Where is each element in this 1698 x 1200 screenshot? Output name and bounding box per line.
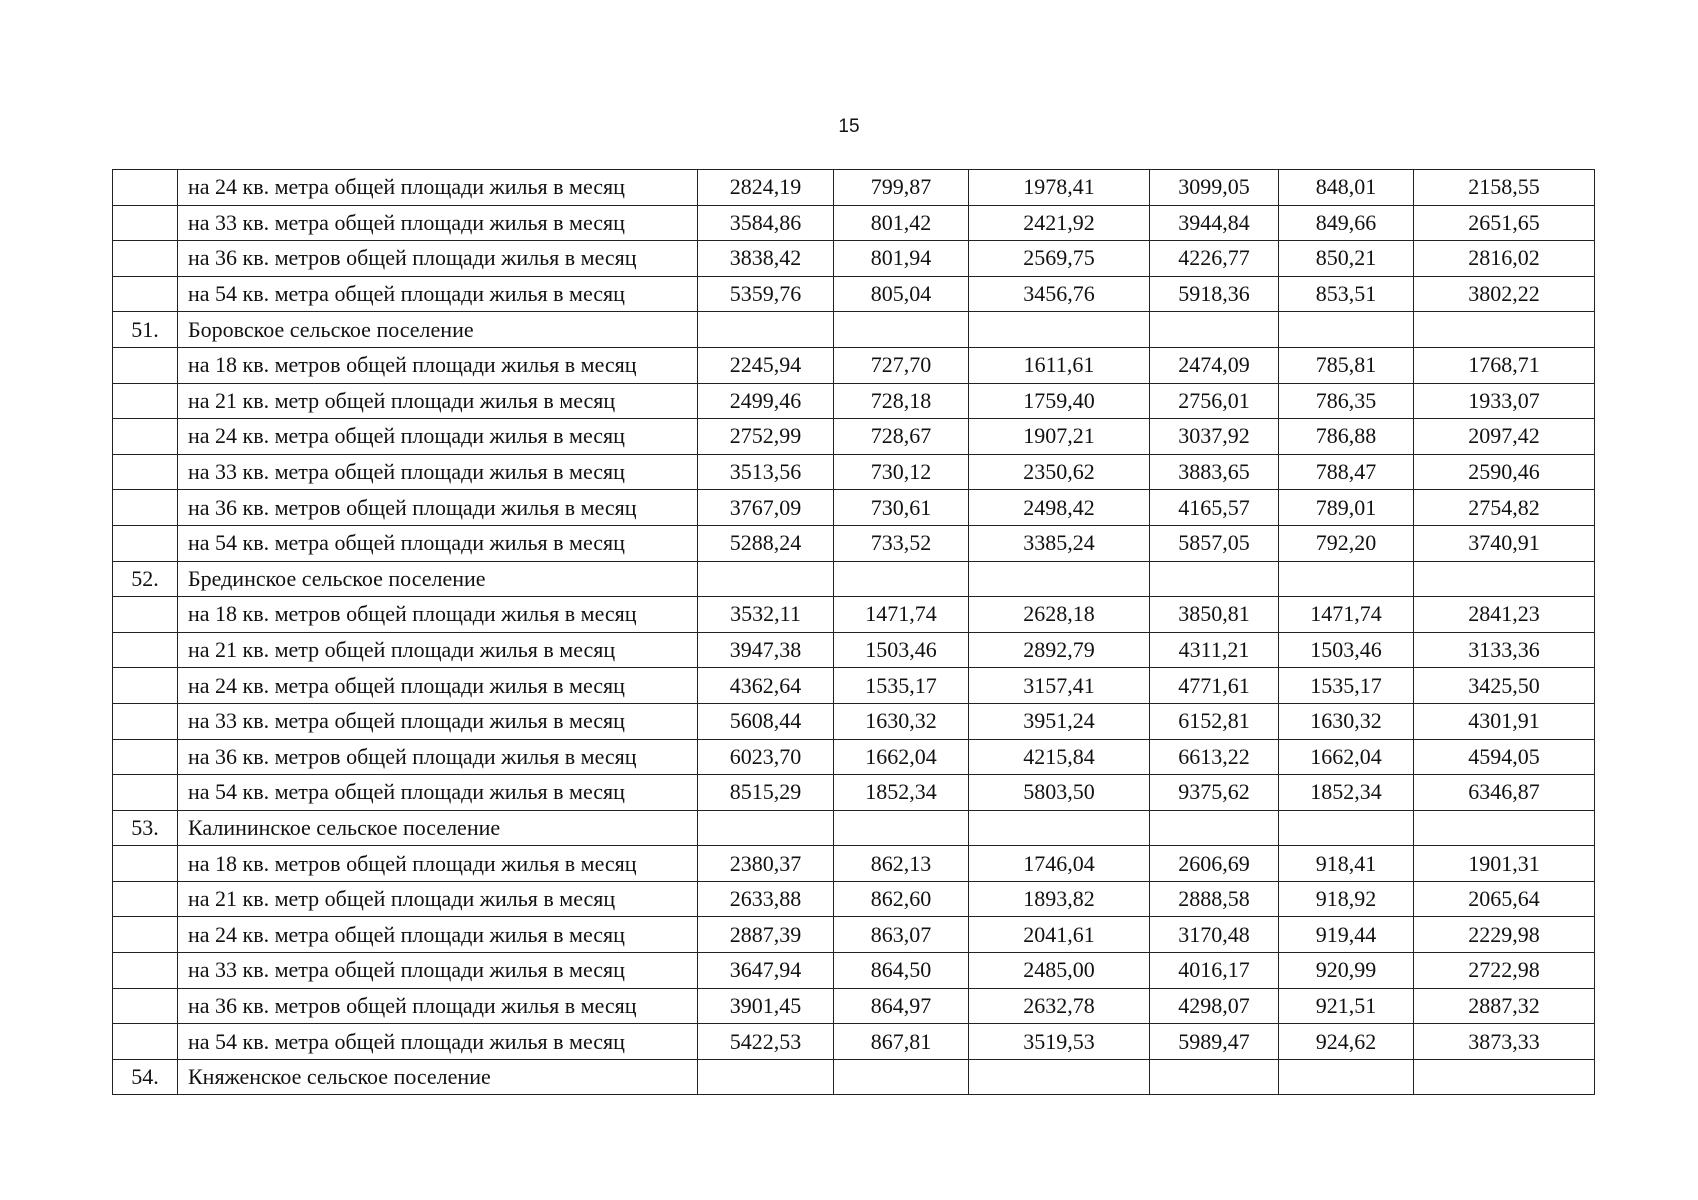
value-cell-col-1: 3947,38 [698, 632, 834, 668]
value-cell-col-5: 924,62 [1279, 1024, 1414, 1060]
value-cell-col-1: 3647,94 [698, 953, 834, 989]
row-label-cell: на 24 кв. метра общей площади жилья в месяц [178, 419, 698, 455]
value-cell-col-4: 4165,57 [1150, 490, 1279, 526]
value-cell-col-1 [698, 312, 834, 348]
value-cell-col-4: 2888,58 [1150, 881, 1279, 917]
value-cell-col-6 [1414, 312, 1595, 348]
table-row [113, 775, 1595, 811]
value-cell-col-5: 1852,34 [1279, 775, 1414, 811]
value-cell-col-3: 1746,04 [969, 846, 1150, 882]
value-cell-col-3: 5803,50 [969, 775, 1150, 811]
row-number-cell [113, 703, 178, 739]
value-cell-col-5: 1535,17 [1279, 668, 1414, 704]
value-cell-col-2: 1471,74 [834, 597, 969, 633]
value-cell-col-3: 1907,21 [969, 419, 1150, 455]
value-cell-col-5: 1630,32 [1279, 703, 1414, 739]
value-cell-col-6 [1414, 561, 1595, 597]
section-row [113, 561, 1595, 597]
value-cell-col-3: 1893,82 [969, 881, 1150, 917]
table-row [113, 597, 1595, 633]
value-cell-col-5: 921,51 [1279, 988, 1414, 1024]
value-cell-col-1: 3838,42 [698, 241, 834, 277]
row-number-cell [113, 917, 178, 953]
settlement-name-cell: Княженское сельское поселение [178, 1059, 698, 1095]
settlement-name-cell: Калининское сельское поселение [178, 810, 698, 846]
value-cell-col-6: 1901,31 [1414, 846, 1595, 882]
value-cell-col-4 [1150, 810, 1279, 846]
value-cell-col-6: 2065,64 [1414, 881, 1595, 917]
value-cell-col-5 [1279, 561, 1414, 597]
row-number-cell: 51. [113, 312, 178, 348]
settlement-name-cell: Боровское сельское поселение [178, 312, 698, 348]
value-cell-col-2: 1503,46 [834, 632, 969, 668]
table-row [113, 454, 1595, 490]
value-cell-col-1: 5422,53 [698, 1024, 834, 1060]
value-cell-col-3: 2628,18 [969, 597, 1150, 633]
value-cell-col-3: 2350,62 [969, 454, 1150, 490]
value-cell-col-1: 2824,19 [698, 170, 834, 206]
value-cell-col-3: 1611,61 [969, 347, 1150, 383]
table-row [113, 525, 1595, 561]
table-row [113, 1024, 1595, 1060]
value-cell-col-1: 8515,29 [698, 775, 834, 811]
value-cell-col-3: 2498,42 [969, 490, 1150, 526]
value-cell-col-3: 2632,78 [969, 988, 1150, 1024]
row-label-cell: на 54 кв. метра общей площади жилья в месяц [178, 775, 698, 811]
row-label-cell: на 54 кв. метра общей площади жилья в месяц [178, 525, 698, 561]
value-cell-col-6: 6346,87 [1414, 775, 1595, 811]
row-number-cell [113, 632, 178, 668]
section-row [113, 312, 1595, 348]
value-cell-col-3: 2569,75 [969, 241, 1150, 277]
value-cell-col-2: 727,70 [834, 347, 969, 383]
value-cell-col-5: 1503,46 [1279, 632, 1414, 668]
value-cell-col-2: 864,50 [834, 953, 969, 989]
value-cell-col-3: 4215,84 [969, 739, 1150, 775]
value-cell-col-6: 2651,65 [1414, 205, 1595, 241]
value-cell-col-2: 867,81 [834, 1024, 969, 1060]
value-cell-col-1: 3584,86 [698, 205, 834, 241]
value-cell-col-4: 2606,69 [1150, 846, 1279, 882]
table-row [113, 383, 1595, 419]
value-cell-col-4 [1150, 1059, 1279, 1095]
row-label-cell: на 36 кв. метров общей площади жилья в месяц [178, 739, 698, 775]
row-label-cell: на 21 кв. метр общей площади жилья в месяц [178, 632, 698, 668]
value-cell-col-6: 2887,32 [1414, 988, 1595, 1024]
row-number-cell [113, 454, 178, 490]
value-cell-col-2: 864,97 [834, 988, 969, 1024]
row-number-cell [113, 953, 178, 989]
value-cell-col-2: 728,18 [834, 383, 969, 419]
value-cell-col-1: 3513,56 [698, 454, 834, 490]
table-row [113, 917, 1595, 953]
value-cell-col-5 [1279, 810, 1414, 846]
value-cell-col-4: 9375,62 [1150, 775, 1279, 811]
row-label-cell: на 54 кв. метра общей площади жилья в месяц [178, 1024, 698, 1060]
value-cell-col-1 [698, 810, 834, 846]
row-number-cell [113, 525, 178, 561]
row-label-cell: на 33 кв. метра общей площади жилья в месяц [178, 953, 698, 989]
value-cell-col-2: 801,42 [834, 205, 969, 241]
row-number-cell [113, 739, 178, 775]
value-cell-col-3: 2485,00 [969, 953, 1150, 989]
row-number-cell [113, 597, 178, 633]
table-body [113, 170, 1595, 1095]
value-cell-col-2 [834, 312, 969, 348]
value-cell-col-4: 6613,22 [1150, 739, 1279, 775]
row-label-cell: на 18 кв. метров общей площади жилья в месяц [178, 597, 698, 633]
value-cell-col-5 [1279, 312, 1414, 348]
value-cell-col-2 [834, 1059, 969, 1095]
value-cell-col-5: 918,41 [1279, 846, 1414, 882]
row-number-cell [113, 668, 178, 704]
row-label-cell: на 33 кв. метра общей площади жилья в месяц [178, 703, 698, 739]
value-cell-col-4 [1150, 312, 1279, 348]
value-cell-col-5 [1279, 1059, 1414, 1095]
row-number-cell: 52. [113, 561, 178, 597]
table-row [113, 988, 1595, 1024]
value-cell-col-6: 3740,91 [1414, 525, 1595, 561]
value-cell-col-3 [969, 561, 1150, 597]
value-cell-col-4: 4226,77 [1150, 241, 1279, 277]
value-cell-col-2: 862,13 [834, 846, 969, 882]
value-cell-col-4: 6152,81 [1150, 703, 1279, 739]
row-label-cell: на 36 кв. метров общей площади жилья в месяц [178, 988, 698, 1024]
value-cell-col-1: 5288,24 [698, 525, 834, 561]
value-cell-col-2: 730,61 [834, 490, 969, 526]
value-cell-col-1: 6023,70 [698, 739, 834, 775]
value-cell-col-5: 788,47 [1279, 454, 1414, 490]
row-label-cell: на 54 кв. метра общей площади жилья в месяц [178, 276, 698, 312]
value-cell-col-5: 919,44 [1279, 917, 1414, 953]
value-cell-col-1 [698, 561, 834, 597]
value-cell-col-4: 4311,21 [1150, 632, 1279, 668]
value-cell-col-1: 2633,88 [698, 881, 834, 917]
row-number-cell: 54. [113, 1059, 178, 1095]
value-cell-col-6: 2158,55 [1414, 170, 1595, 206]
value-cell-col-4: 5989,47 [1150, 1024, 1279, 1060]
table-row [113, 490, 1595, 526]
section-row [113, 1059, 1595, 1095]
row-number-cell [113, 1024, 178, 1060]
value-cell-col-6: 2097,42 [1414, 419, 1595, 455]
row-number-cell [113, 383, 178, 419]
table-row [113, 205, 1595, 241]
value-cell-col-3 [969, 1059, 1150, 1095]
row-number-cell [113, 419, 178, 455]
value-cell-col-3 [969, 810, 1150, 846]
value-cell-col-3: 3157,41 [969, 668, 1150, 704]
value-cell-col-4: 4771,61 [1150, 668, 1279, 704]
row-label-cell: на 21 кв. метр общей площади жилья в месяц [178, 383, 698, 419]
value-cell-col-6 [1414, 810, 1595, 846]
value-cell-col-2: 801,94 [834, 241, 969, 277]
table-row [113, 881, 1595, 917]
page-number: 15 [838, 116, 860, 137]
value-cell-col-1: 2499,46 [698, 383, 834, 419]
value-cell-col-5: 785,81 [1279, 347, 1414, 383]
value-cell-col-6: 3873,33 [1414, 1024, 1595, 1060]
value-cell-col-1: 3532,11 [698, 597, 834, 633]
value-cell-col-1: 2245,94 [698, 347, 834, 383]
table-row [113, 632, 1595, 668]
row-label-cell: на 33 кв. метра общей площади жилья в месяц [178, 205, 698, 241]
value-cell-col-1: 5608,44 [698, 703, 834, 739]
value-cell-col-4: 5857,05 [1150, 525, 1279, 561]
row-label-cell: на 36 кв. метров общей площади жилья в месяц [178, 490, 698, 526]
value-cell-col-2: 1630,32 [834, 703, 969, 739]
table-row [113, 739, 1595, 775]
row-label-cell: на 24 кв. метра общей площади жилья в месяц [178, 668, 698, 704]
value-cell-col-2 [834, 810, 969, 846]
value-cell-col-2: 1535,17 [834, 668, 969, 704]
table-row [113, 419, 1595, 455]
value-cell-col-5: 918,92 [1279, 881, 1414, 917]
value-cell-col-2: 1852,34 [834, 775, 969, 811]
value-cell-col-3: 1978,41 [969, 170, 1150, 206]
table-row [113, 668, 1595, 704]
value-cell-col-3: 2041,61 [969, 917, 1150, 953]
value-cell-col-4: 4016,17 [1150, 953, 1279, 989]
value-cell-col-1 [698, 1059, 834, 1095]
value-cell-col-1: 3767,09 [698, 490, 834, 526]
value-cell-col-4: 5918,36 [1150, 276, 1279, 312]
value-cell-col-4: 2756,01 [1150, 383, 1279, 419]
row-number-cell [113, 490, 178, 526]
value-cell-col-2: 862,60 [834, 881, 969, 917]
value-cell-col-6 [1414, 1059, 1595, 1095]
value-cell-col-6: 2754,82 [1414, 490, 1595, 526]
value-cell-col-4: 3850,81 [1150, 597, 1279, 633]
row-number-cell [113, 988, 178, 1024]
value-cell-col-6: 2722,98 [1414, 953, 1595, 989]
row-number-cell [113, 205, 178, 241]
value-cell-col-5: 786,88 [1279, 419, 1414, 455]
row-number-cell [113, 775, 178, 811]
value-cell-col-5: 848,01 [1279, 170, 1414, 206]
value-cell-col-3: 2892,79 [969, 632, 1150, 668]
value-cell-col-1: 2887,39 [698, 917, 834, 953]
value-cell-col-2: 733,52 [834, 525, 969, 561]
value-cell-col-5: 786,35 [1279, 383, 1414, 419]
row-number-cell [113, 881, 178, 917]
tariff-table [112, 169, 1595, 1095]
value-cell-col-4: 4298,07 [1150, 988, 1279, 1024]
table-row [113, 703, 1595, 739]
value-cell-col-2: 863,07 [834, 917, 969, 953]
value-cell-col-3: 3456,76 [969, 276, 1150, 312]
value-cell-col-4: 3944,84 [1150, 205, 1279, 241]
row-number-cell [113, 170, 178, 206]
value-cell-col-4: 3037,92 [1150, 419, 1279, 455]
row-number-cell: 53. [113, 810, 178, 846]
table-row [113, 241, 1595, 277]
value-cell-col-1: 3901,45 [698, 988, 834, 1024]
value-cell-col-2: 730,12 [834, 454, 969, 490]
row-label-cell: на 18 кв. метров общей площади жилья в месяц [178, 347, 698, 383]
row-label-cell: на 24 кв. метра общей площади жилья в месяц [178, 917, 698, 953]
value-cell-col-4: 3170,48 [1150, 917, 1279, 953]
value-cell-col-6: 2229,98 [1414, 917, 1595, 953]
value-cell-col-1: 2380,37 [698, 846, 834, 882]
table-row [113, 170, 1595, 206]
value-cell-col-4: 2474,09 [1150, 347, 1279, 383]
value-cell-col-6: 3133,36 [1414, 632, 1595, 668]
value-cell-col-1: 5359,76 [698, 276, 834, 312]
value-cell-col-3: 1759,40 [969, 383, 1150, 419]
value-cell-col-3: 3385,24 [969, 525, 1150, 561]
row-label-cell: на 21 кв. метр общей площади жилья в месяц [178, 881, 698, 917]
value-cell-col-5: 853,51 [1279, 276, 1414, 312]
row-number-cell [113, 276, 178, 312]
value-cell-col-6: 3802,22 [1414, 276, 1595, 312]
value-cell-col-2: 805,04 [834, 276, 969, 312]
value-cell-col-6: 4594,05 [1414, 739, 1595, 775]
value-cell-col-2: 1662,04 [834, 739, 969, 775]
value-cell-col-6: 1768,71 [1414, 347, 1595, 383]
value-cell-col-3 [969, 312, 1150, 348]
table-row [113, 276, 1595, 312]
row-label-cell: на 18 кв. метров общей площади жилья в месяц [178, 846, 698, 882]
row-label-cell: на 24 кв. метра общей площади жилья в месяц [178, 170, 698, 206]
value-cell-col-5: 850,21 [1279, 241, 1414, 277]
row-label-cell: на 36 кв. метров общей площади жилья в месяц [178, 241, 698, 277]
value-cell-col-2: 728,67 [834, 419, 969, 455]
section-row [113, 810, 1595, 846]
table-row [113, 347, 1595, 383]
row-label-cell: на 33 кв. метра общей площади жилья в месяц [178, 454, 698, 490]
value-cell-col-5: 920,99 [1279, 953, 1414, 989]
value-cell-col-5: 849,66 [1279, 205, 1414, 241]
value-cell-col-3: 2421,92 [969, 205, 1150, 241]
table-row [113, 953, 1595, 989]
value-cell-col-2 [834, 561, 969, 597]
value-cell-col-1: 4362,64 [698, 668, 834, 704]
value-cell-col-6: 2816,02 [1414, 241, 1595, 277]
row-number-cell [113, 846, 178, 882]
value-cell-col-6: 2590,46 [1414, 454, 1595, 490]
table-row [113, 846, 1595, 882]
value-cell-col-3: 3519,53 [969, 1024, 1150, 1060]
settlement-name-cell: Брединское сельское поселение [178, 561, 698, 597]
value-cell-col-4: 3883,65 [1150, 454, 1279, 490]
value-cell-col-6: 4301,91 [1414, 703, 1595, 739]
value-cell-col-6: 2841,23 [1414, 597, 1595, 633]
value-cell-col-1: 2752,99 [698, 419, 834, 455]
value-cell-col-2: 799,87 [834, 170, 969, 206]
value-cell-col-5: 789,01 [1279, 490, 1414, 526]
value-cell-col-4 [1150, 561, 1279, 597]
value-cell-col-6: 1933,07 [1414, 383, 1595, 419]
value-cell-col-5: 1662,04 [1279, 739, 1414, 775]
value-cell-col-4: 3099,05 [1150, 170, 1279, 206]
value-cell-col-5: 1471,74 [1279, 597, 1414, 633]
value-cell-col-3: 3951,24 [969, 703, 1150, 739]
row-number-cell [113, 347, 178, 383]
value-cell-col-5: 792,20 [1279, 525, 1414, 561]
value-cell-col-6: 3425,50 [1414, 668, 1595, 704]
row-number-cell [113, 241, 178, 277]
